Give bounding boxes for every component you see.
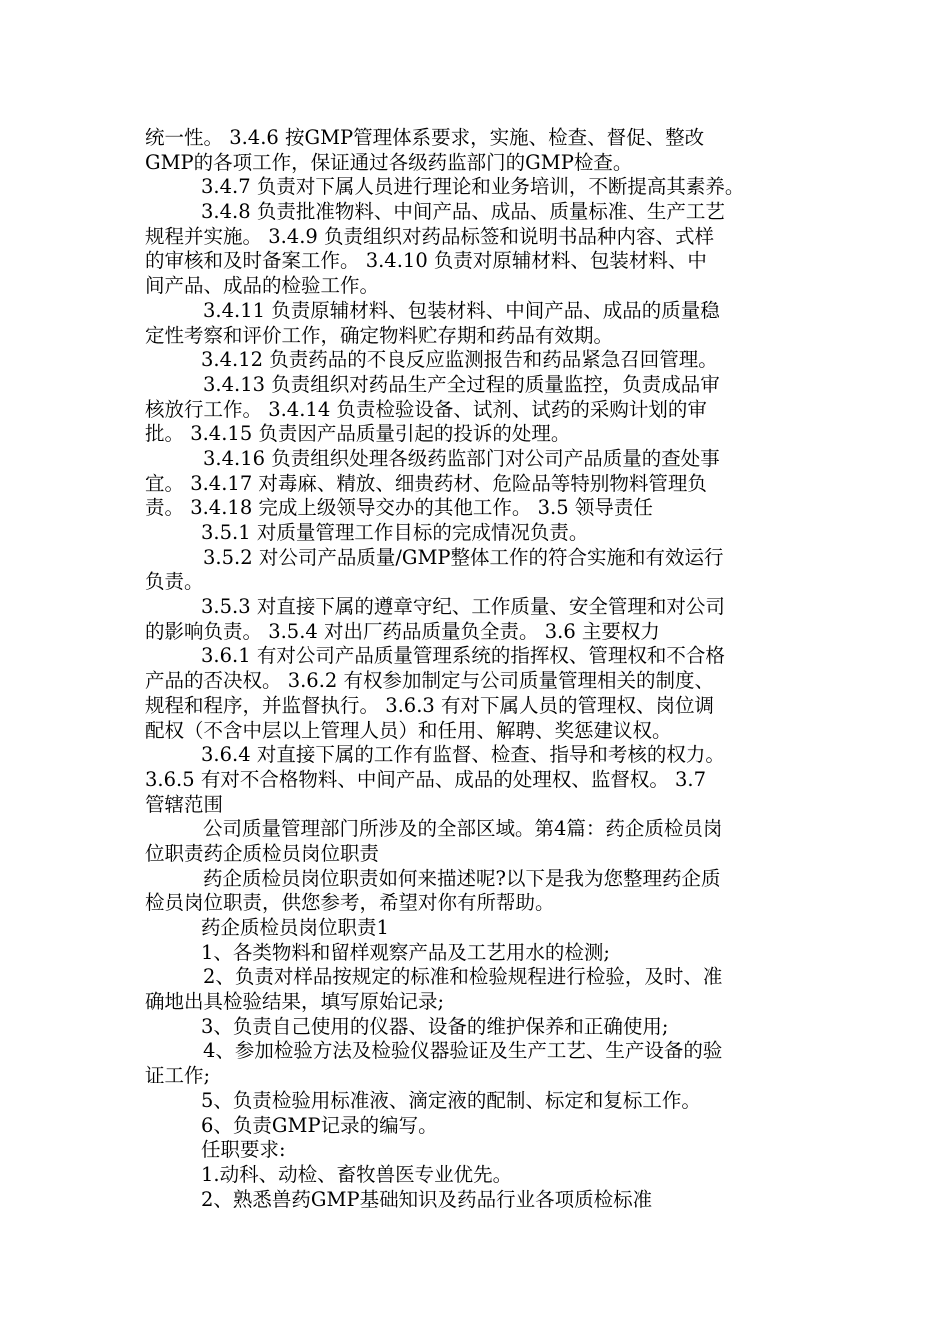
text-line: GMP的各项工作，保证通过各级药监部门的GMP检查。 — [145, 150, 633, 174]
text-line: 确地出具检验结果，填写原始记录; — [145, 990, 445, 1014]
text-line: 药企质检员岗位职责1 — [201, 916, 389, 939]
text-line: 定性考察和评价工作，确定物料贮存期和药品有效期。 — [145, 323, 614, 347]
text-line: 3.4.12 负责药品的不良反应监测报告和药品紧急召回管理。 — [201, 348, 718, 372]
text-line: 3.4.16 负责组织处理各级药监部门对公司产品质量的查处事 — [203, 446, 720, 470]
text-line: 责。 3.4.18 完成上级领导交办的其他工作。 3.5 领导责任 — [145, 496, 653, 520]
text-line: 3.4.13 负责组织对药品生产全过程的质量监控，负责成品审 — [203, 372, 720, 396]
text-line: 管辖范围 — [145, 792, 224, 816]
text-line: 统一性。 3.4.6 按GMP管理体系要求，实施、检查、督促、整改 — [145, 126, 705, 149]
text-line: 5、负责检验用标准液、滴定液的配制、标定和复标工作。 — [201, 1088, 701, 1112]
text-line: 核放行工作。 3.4.14 负责检验设备、试剂、试药的采购计划的审 — [145, 397, 707, 421]
text-line: 3.6.4 对直接下属的工作有监督、检查、指导和考核的权力。 — [201, 743, 725, 767]
text-line: 3.4.7 负责对下属人员进行理论和业务培训，不断提高其素养。 — [201, 175, 745, 199]
text-line: 6、负责GMP记录的编写。 — [201, 1113, 438, 1137]
text-line: 检员岗位职责，供您参考，希望对你有所帮助。 — [145, 891, 555, 915]
text-line: 4、参加检验方法及检验仪器验证及生产工艺、生产设备的验 — [203, 1039, 723, 1063]
text-line: 的审核和及时备案工作。 3.4.10 负责对原辅材料、包装材料、中 — [145, 249, 707, 273]
text-line: 公司质量管理部门所涉及的全部区域。第4篇：药企质检员岗 — [203, 817, 723, 841]
text-line: 3.5.3 对直接下属的遵章守纪、工作质量、安全管理和对公司 — [201, 595, 725, 619]
text-line: 产品的否决权。 3.6.2 有权参加制定与公司质量管理相关的制度、 — [145, 669, 715, 693]
text-line: 规程并实施。 3.4.9 负责组织对药品标签和说明书品种内容、式样 — [145, 224, 715, 248]
text-line: 3.5.1 对质量管理工作目标的完成情况负责。 — [201, 521, 589, 544]
text-line: 批。 3.4.15 负责因产品质量引起的投诉的处理。 — [145, 422, 571, 446]
text-line: 的影响负责。 3.5.4 对出厂药品质量负全责。 3.6 主要权力 — [145, 619, 660, 643]
text-line: 宜。 3.4.17 对毒麻、精放、细贵药材、危险品等特别物料管理负 — [145, 471, 707, 495]
text-line: 3.4.11 负责原辅材料、包装材料、中间产品、成品的质量稳 — [203, 298, 720, 322]
text-line: 2、负责对样品按规定的标准和检验规程进行检验，及时、准 — [203, 965, 723, 989]
document-body — [145, 126, 815, 1212]
text-line: 负责。 — [145, 570, 204, 594]
text-line: 间产品、成品的检验工作。 — [145, 274, 380, 298]
text-line: 3.5.2 对公司产品质量/GMP整体工作的符合实施和有效运行 — [203, 545, 724, 569]
text-line: 3、负责自己使用的仪器、设备的维护保养和正确使用; — [201, 1014, 669, 1038]
text-line: 位职责药企质检员岗位职责 — [145, 841, 380, 865]
text-line: 3.6.1 有对公司产品质量管理系统的指挥权、管理权和不合格 — [201, 644, 725, 668]
text-line: 证工作; — [145, 1064, 211, 1088]
text-line: 任职要求: — [201, 1138, 286, 1162]
text-line: 2、熟悉兽药GMP基础知识及药品行业各项质检标准 — [201, 1187, 653, 1211]
text-line: 3.6.5 有对不合格物料、中间产品、成品的处理权、监督权。 3.7 — [145, 767, 707, 791]
text-line: 3.4.8 负责批准物料、中间产品、成品、质量标准、生产工艺 — [201, 200, 725, 224]
text-line: 配权（不含中层以上管理人员）和任用、解聘、奖惩建议权。 — [145, 718, 672, 742]
text-line: 1、各类物料和留样观察产品及工艺用水的检测; — [201, 940, 610, 964]
text-line: 规程和程序，并监督执行。 3.6.3 有对下属人员的管理权、岗位调 — [145, 693, 715, 717]
text-line: 药企质检员岗位职责如何来描述呢?以下是我为您整理药企质 — [203, 866, 721, 890]
text-line: 1.动科、动检、畜牧兽医专业优先。 — [201, 1162, 513, 1186]
